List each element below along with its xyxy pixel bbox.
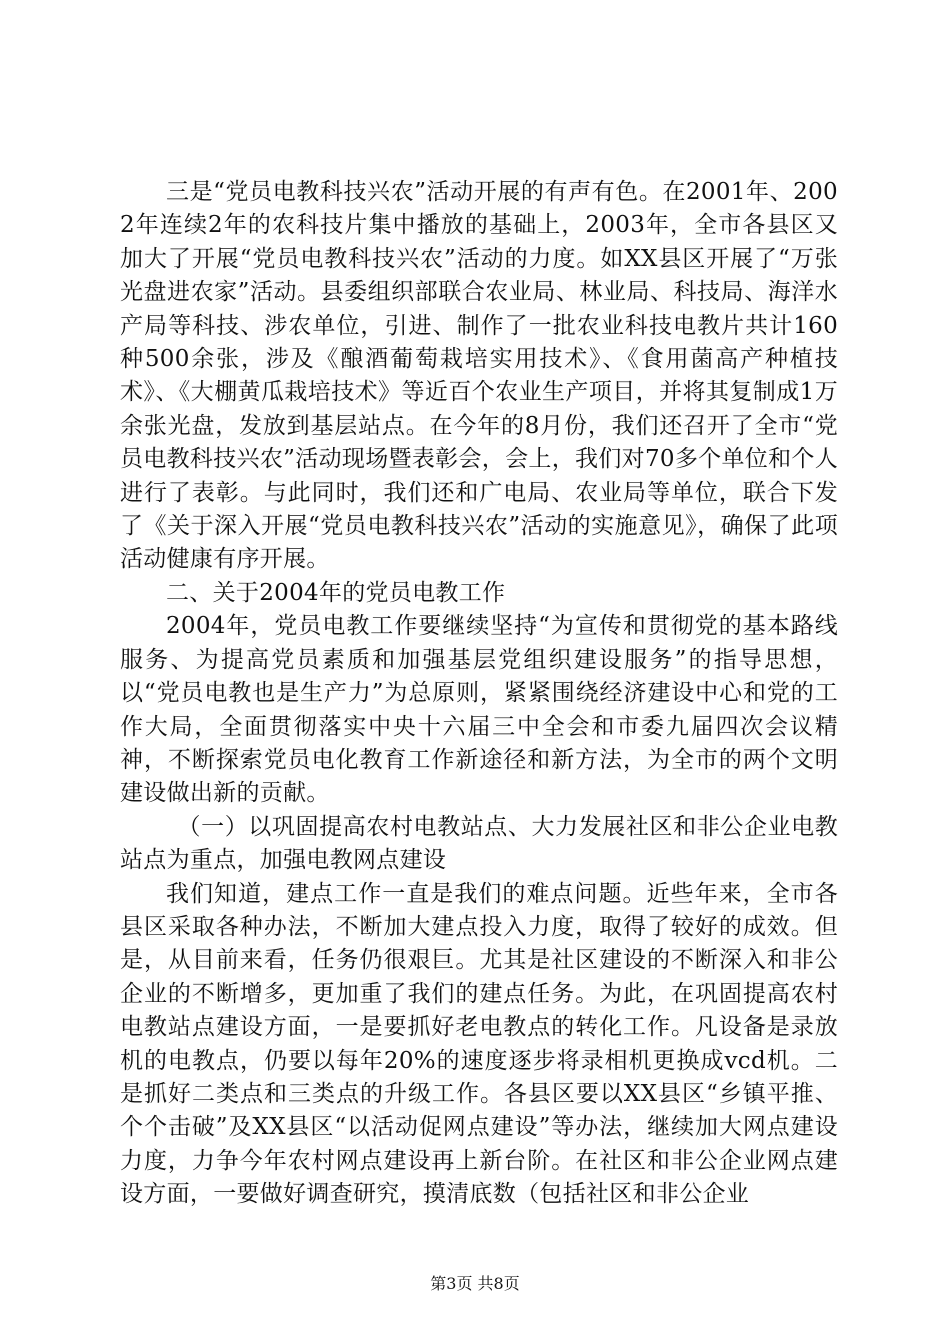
paragraph-network-construction: 我们知道，建点工作一直是我们的难点问题。近些年来，全市各县区采取各种办法，不断加大建点投入力度，取得了较好的成效。但是，从目前来看，任务仍很艰巨。尤其是社区建设的不断深入和非公企业的不断增多，更加重了我们的建点任务。为此，在巩固提高农村电教站点建设方面，一是要抓好老电教点的转化工作。凡设备是录放机的电教点，仍要以每年20%的速度逐步将录相机更换成vcd机。二是抓好二类点和三类点的升级工作。各县区要以XX县区“乡镇平推、个个击破”及XX县区“以活动促网点建设”等办法，继续加大网点建设力度，力争今年农村网点建设再上新台阶。在社区和非公企业网点建设方面，一要做好调查研究，摸清底数（包括社区和非公企业 bbox=[120, 880, 838, 1208]
page-number-footer: 第3页 共8页 bbox=[430, 1274, 520, 1293]
paragraph-2004-guidance: 2004年，党员电教工作要继续坚持“为宣传和贯彻党的基本路线服务、为提高党员素质和加强基层党组织建设服务”的指导思想，以“党员电教也是生产力”为总原则，紧紧围绕经济建设中心和党的工作大局，全面贯彻落实中央十六届三中全会和市委九届四次会议精神，不断探索党员电化教育工作新途径和新方法，为全市的两个文明建设做出新的贡献。 bbox=[120, 613, 838, 807]
paragraph-tech-agriculture: 三是“党员电教科技兴农”活动开展的有声有色。在2001年、2002年连续2年的农科技片集中播放的基础上，2003年，全市各县区又加大了开展“党员电教科技兴农”活动的力度。如XX县区开展了“万张光盘进农家”活动。县委组织部联合农业局、林业局、科技局、海洋水产局等科技、涉农单位，引进、制作了一批农业科技电教片共计160种500余张，涉及《酿酒葡萄栽培实用技术》、《食用菌高产种植技术》、《大棚黄瓜栽培技术》等近百个农业生产项目，并将其复制成1万余张光盘，发放到基层站点。在今年的8月份，我们还召开了全市“党员电教科技兴农”活动现场暨表彰会，会上，我们对70多个单位和个人进行了表彰。与此同时，我们还和广电局、农业局等单位，联合下发了《关于深入开展“党员电教科技兴农”活动的实施意见》，确保了此项活动健康有序开展。 bbox=[120, 179, 838, 573]
subheading-network-construction: （一）以巩固提高农村电教站点、大力发展社区和非公企业电教站点为重点，加强电教网点建设 bbox=[120, 813, 838, 874]
document-body bbox=[120, 176, 838, 1212]
section-heading-2004: 二、关于2004年的党员电教工作 bbox=[166, 579, 506, 606]
